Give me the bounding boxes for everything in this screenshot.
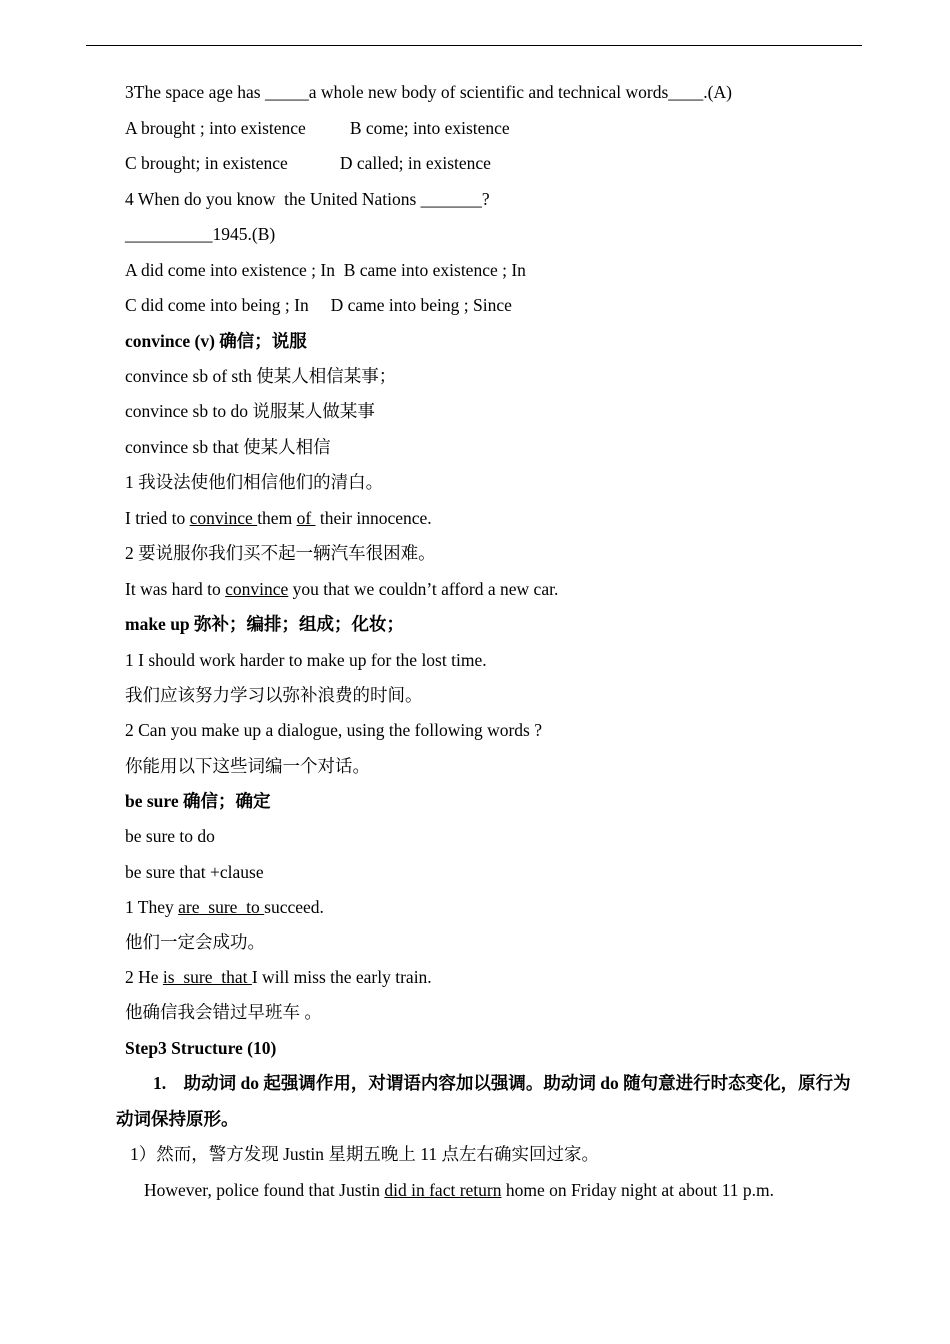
besure-example-1-cn: 他们一定会成功。 bbox=[125, 932, 265, 952]
step3-item-1: 1. 助动词 do 起强调作用，对谓语内容加以强调。助动词 do 随句意进行时态变化，原行为 bbox=[153, 1073, 851, 1093]
makeup-example-2-cn: 你能用以下这些词编一个对话。 bbox=[125, 756, 370, 776]
question-4: 4 When do you know the United Nations _______? bbox=[125, 189, 490, 209]
q3-blank-1: _____ bbox=[264, 82, 309, 102]
besure-example-2-en bbox=[125, 967, 432, 987]
convince-example-2-en bbox=[125, 579, 558, 599]
besure-usage-1: be sure to do bbox=[125, 826, 215, 846]
makeup-heading: make up 弥补；编排；组成；化妆； bbox=[125, 614, 405, 634]
q4-options-cd: C did come into being ; In D came into being ; Since bbox=[125, 295, 512, 315]
convince-heading: convince (v) 确信；说服 bbox=[125, 331, 307, 351]
step3-example-1-en bbox=[144, 1180, 774, 1200]
underlined-answer: convince bbox=[189, 508, 258, 528]
text-segment: However, police found that Justin bbox=[144, 1180, 385, 1200]
q4-options-ab: A did come into existence ; In B came into existence ; In bbox=[125, 260, 526, 280]
makeup-example-2-en: 2 Can you make up a dialogue, using the following words ? bbox=[125, 720, 543, 740]
makeup-example-1-en: 1 I should work harder to make up for the lost time. bbox=[125, 650, 487, 670]
convince-usage-3: convince sb that 使某人相信 bbox=[125, 437, 331, 457]
q3-option-b: B come; into existence bbox=[349, 118, 510, 138]
text-segment: It was hard to bbox=[125, 579, 226, 599]
convince-usage-2: convince sb to do 说服某人做某事 bbox=[125, 401, 375, 421]
text-segment: I tried to bbox=[125, 508, 190, 528]
makeup-example-1-cn: 我们应该努力学习以弥补浪费的时间。 bbox=[125, 685, 423, 705]
step3-heading: Step3 Structure (10) bbox=[125, 1038, 277, 1058]
text-segment: I will miss the early train. bbox=[251, 967, 432, 987]
text-segment: home on Friday night at about 11 p.m. bbox=[501, 1180, 774, 1200]
besure-example-2-cn: 他确信我会错过早班车 。 bbox=[125, 1002, 322, 1022]
convince-usage-1: convince sb of sth 使某人相信某事； bbox=[125, 366, 397, 386]
step3-item-1-continued: 动词保持原形。 bbox=[116, 1109, 239, 1129]
q3-option-a: A brought ; into existence bbox=[125, 118, 306, 138]
text-segment: 1 They bbox=[125, 897, 179, 917]
underlined-answer: convince bbox=[225, 579, 289, 599]
q3-option-c: C brought; in existence bbox=[125, 153, 288, 173]
besure-usage-2: be sure that +clause bbox=[125, 862, 264, 882]
text-segment: them bbox=[257, 508, 297, 528]
convince-example-1-en bbox=[125, 508, 432, 528]
q3-options-ab bbox=[125, 118, 510, 138]
q3-text-a: 3The space age has bbox=[125, 82, 265, 102]
q4-answer-line: __________1945.(B) bbox=[125, 224, 276, 244]
q3-blank-2: ____ bbox=[668, 82, 704, 102]
convince-example-2-cn: 2 要说服你我们买不起一辆汽车很困难。 bbox=[125, 543, 436, 563]
underlined-answer: of bbox=[296, 508, 316, 528]
q3-answer: .(A) bbox=[703, 82, 732, 102]
text-segment: you that we couldn’t afford a new car. bbox=[288, 579, 559, 599]
text-segment: succeed. bbox=[264, 897, 324, 917]
q3-text-b: a whole new body of scientific and technical words bbox=[308, 82, 669, 102]
convince-example-1-cn: 1 我设法使他们相信他们的清白。 bbox=[125, 472, 384, 492]
question-3 bbox=[125, 82, 732, 102]
besure-example-1-en bbox=[125, 897, 324, 917]
underlined-answer: are sure to bbox=[178, 897, 265, 917]
header-rule bbox=[86, 45, 862, 46]
underlined-answer: did in fact return bbox=[384, 1180, 502, 1200]
besure-heading: be sure 确信；确定 bbox=[125, 791, 271, 811]
q3-option-d: D called; in existence bbox=[339, 153, 491, 173]
underlined-answer: is sure that bbox=[162, 967, 252, 987]
text-segment: their innocence. bbox=[315, 508, 432, 528]
step3-example-1-cn: 1）然而，警方发现 Justin 星期五晚上 11 点左右确实回过家。 bbox=[130, 1144, 599, 1164]
q3-options-cd bbox=[125, 153, 491, 173]
text-segment: 2 He bbox=[125, 967, 163, 987]
